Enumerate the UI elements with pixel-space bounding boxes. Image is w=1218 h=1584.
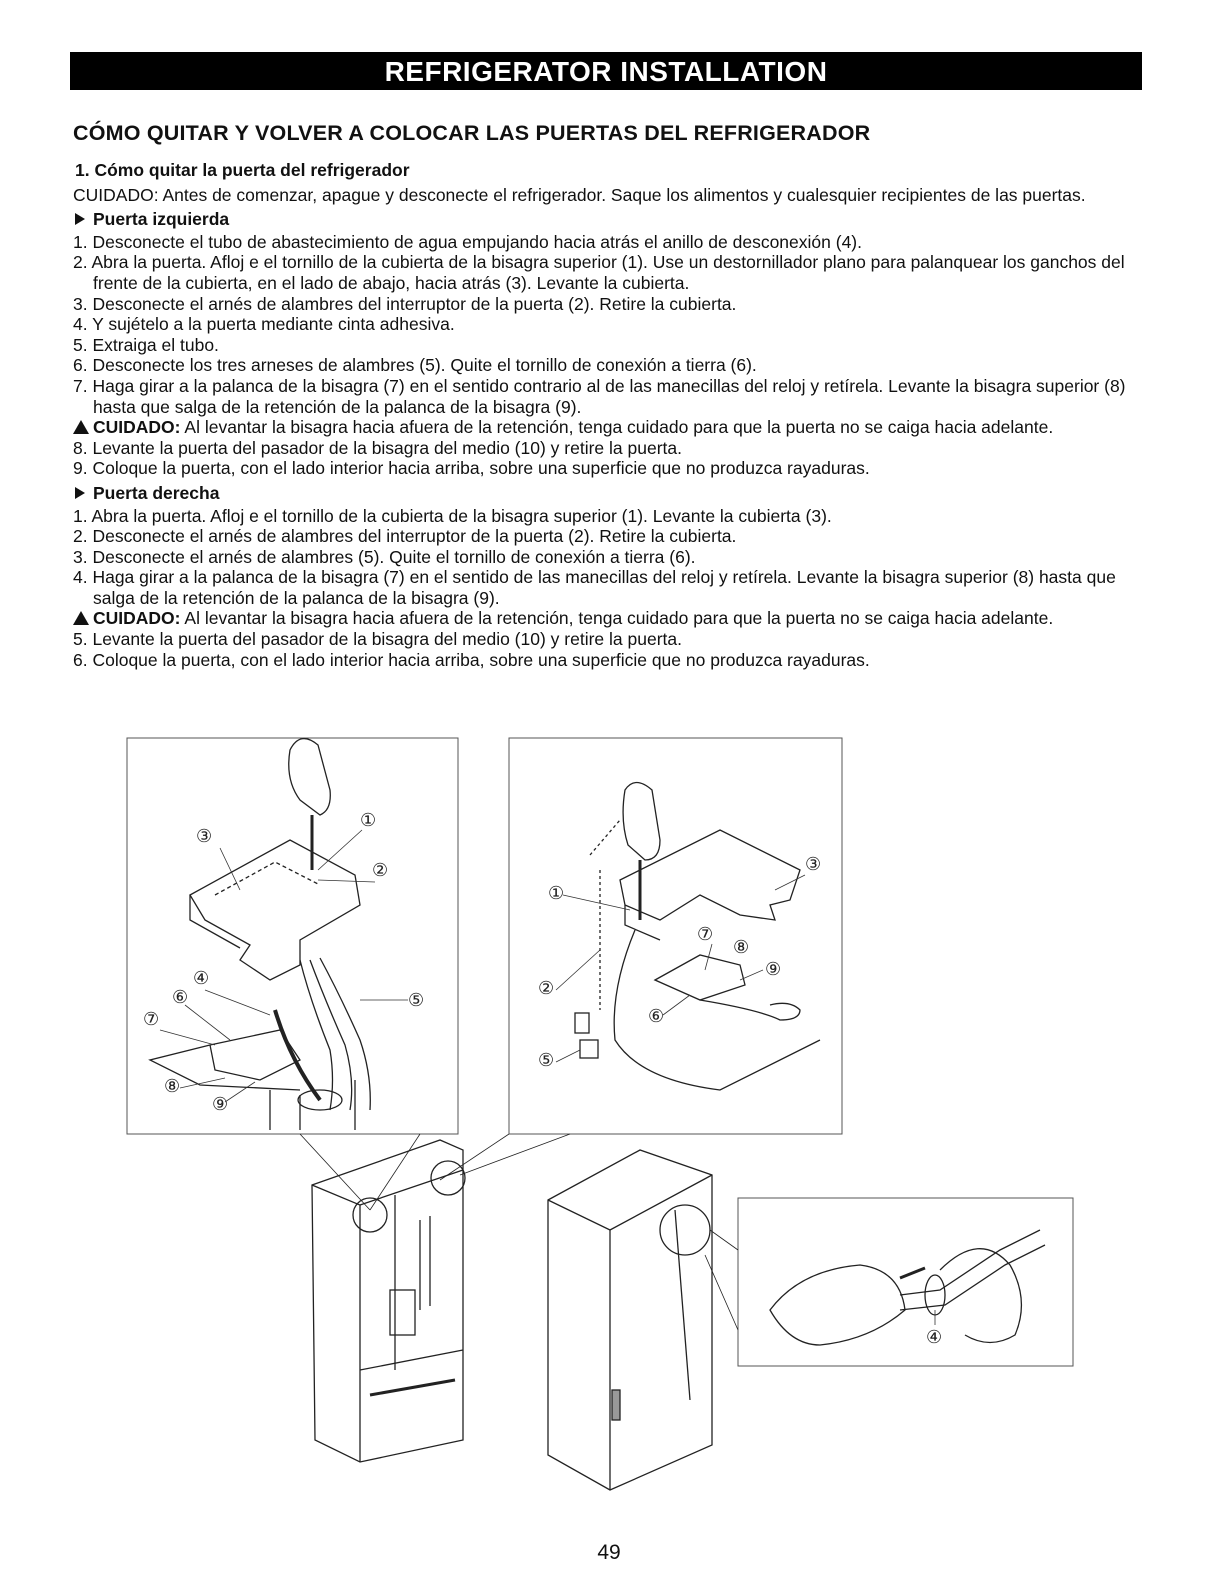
hinge-zoom-circle-left <box>353 1198 387 1232</box>
page-banner: REFRIGERATOR INSTALLATION <box>70 52 1142 90</box>
step-item: 6. Desconecte los tres arneses de alambres (5). Quite el tornillo de conexión a tierra (6). <box>73 355 757 376</box>
step-item: 5. Levante la puerta del pasador de la bisagra del medio (10) y retire la puerta. <box>73 629 682 650</box>
caution-intro: CUIDADO: Antes de comenzar, apague y desconecte el refrigerador. Saque los alimentos y cualesquier recipientes de las puertas. <box>73 184 1086 205</box>
step-item: 7. Haga girar a la palanca de la bisagra (7) en el sentido contrario al de las manecillas del reloj y retírela. Levante la bisagra superior (8) hasta que salga de la retención de la palanca de la bisagra (9). <box>73 375 1126 417</box>
callout-6: ⑥ <box>648 1006 665 1026</box>
left-door-title: Puerta izquierda <box>93 209 230 230</box>
bullet-arrow-icon <box>75 213 85 225</box>
callout-1: ① <box>548 883 565 903</box>
callout-4: ④ <box>193 968 210 988</box>
warning-label: CUIDADO: <box>93 608 181 629</box>
callout-9: ⑨ <box>212 1094 229 1114</box>
left-door-steps <box>73 232 1143 479</box>
warning-label: CUIDADO: <box>93 417 181 438</box>
hinge-zoom-circle-right <box>431 1161 465 1195</box>
callout-8: ⑧ <box>733 937 750 957</box>
hinge-cover-shape-right <box>620 830 800 920</box>
warning-item <box>73 608 1143 629</box>
warning-icon <box>73 420 89 434</box>
step-item: 8. Levante la puerta del pasador de la bisagra del medio (10) y retire la puerta. <box>73 437 682 458</box>
step-item: 1. Desconecte el tubo de abastecimiento de agua empujando hacia atrás el anillo de desconexión (4). <box>73 231 862 252</box>
disconnect-ring <box>925 1275 945 1315</box>
hose-detail-frame <box>738 1198 1073 1366</box>
refrigerator-side-view <box>548 1150 712 1490</box>
callout-2: ② <box>538 978 555 998</box>
hand-icon <box>289 739 331 815</box>
callout-8: ⑧ <box>164 1076 181 1096</box>
hinge-cover-shape <box>190 840 360 980</box>
step-item: 2. Desconecte el arnés de alambres del interruptor de la puerta (2). Retire la cubierta. <box>73 526 737 547</box>
hinge-plate <box>655 955 745 1000</box>
callout-7: ⑦ <box>143 1009 160 1029</box>
section-title: CÓMO QUITAR Y VOLVER A COLOCAR LAS PUERTAS DEL REFRIGERADOR <box>73 121 871 145</box>
subsection-title: 1. Cómo quitar la puerta del refrigerador <box>75 160 410 180</box>
hand-icon <box>623 783 660 861</box>
step-item: 4. Haga girar a la palanca de la bisagra (7) en el sentido de las manecillas del reloj y retírela. Levante la bisagra superior (8) hasta que salga de la retención de la palanca de la bisagra (9). <box>73 567 1116 608</box>
step-item: 5. Extraiga el tubo. <box>73 334 219 355</box>
warning-item <box>73 417 1143 438</box>
callout-3: ③ <box>196 826 213 846</box>
warning-text: Al levantar la bisagra hacia afuera de la retención, tenga cuidado para que la puerta no se caiga hacia adelante. <box>180 608 1054 629</box>
page-number: 49 <box>597 1541 621 1564</box>
water-line-zoom-circle <box>660 1205 710 1255</box>
step-item: 3. Desconecte el arnés de alambres del interruptor de la puerta (2). Retire la cubierta. <box>73 293 737 314</box>
step-item: 9. Coloque la puerta, con el lado interior hacia arriba, sobre una superficie que no produzca rayaduras. <box>73 458 870 479</box>
warning-icon <box>73 611 89 625</box>
right-door-steps <box>73 506 1143 671</box>
refrigerator-front-view <box>312 1140 463 1462</box>
callout-9: ⑨ <box>765 959 782 979</box>
bullet-arrow-icon <box>75 487 85 499</box>
callout-3: ③ <box>805 854 822 874</box>
callout-1: ① <box>360 810 377 830</box>
step-item: 2. Abra la puerta. Afloj e el tornillo de la cubierta de la bisagra superior (1). Use un destornillador plano para palanquear los ganchos del frente de la cubierta, en el lado de abajo, hacia atrás (3). Levante la cubierta. <box>73 252 1125 293</box>
callout-5: ⑤ <box>408 990 425 1010</box>
callout-2: ② <box>372 860 389 880</box>
instructions <box>73 160 1143 670</box>
step-item: 6. Coloque la puerta, con el lado interior hacia arriba, sobre una superficie que no produzca rayaduras. <box>73 649 870 670</box>
step-item: 1. Abra la puerta. Afloj e el tornillo de la cubierta de la bisagra superior (1). Levante la cubierta (3). <box>73 505 832 526</box>
callout-6: ⑥ <box>172 987 189 1007</box>
right-door-heading <box>75 483 1143 504</box>
left-door-heading <box>75 209 1143 230</box>
callout-5: ⑤ <box>538 1050 555 1070</box>
step-item: 4. Y sujételo a la puerta mediante cinta adhesiva. <box>73 314 455 335</box>
step-item: 3. Desconecte el arnés de alambres (5). Quite el tornillo de conexión a tierra (6). <box>73 546 696 567</box>
right-hinge-detail-frame <box>509 738 842 1134</box>
hand-icon <box>770 1265 905 1345</box>
right-door-title: Puerta derecha <box>93 482 220 503</box>
warning-text: Al levantar la bisagra hacia afuera de la retención, tenga cuidado para que la puerta no se caiga hacia adelante. <box>180 417 1054 438</box>
water-dispenser <box>390 1290 415 1335</box>
left-hinge-detail-frame <box>127 738 458 1134</box>
hand-icon-right <box>940 1249 1021 1343</box>
hinge-plate <box>210 1030 300 1080</box>
callout-4: ④ <box>926 1327 943 1347</box>
callout-7: ⑦ <box>697 924 714 944</box>
